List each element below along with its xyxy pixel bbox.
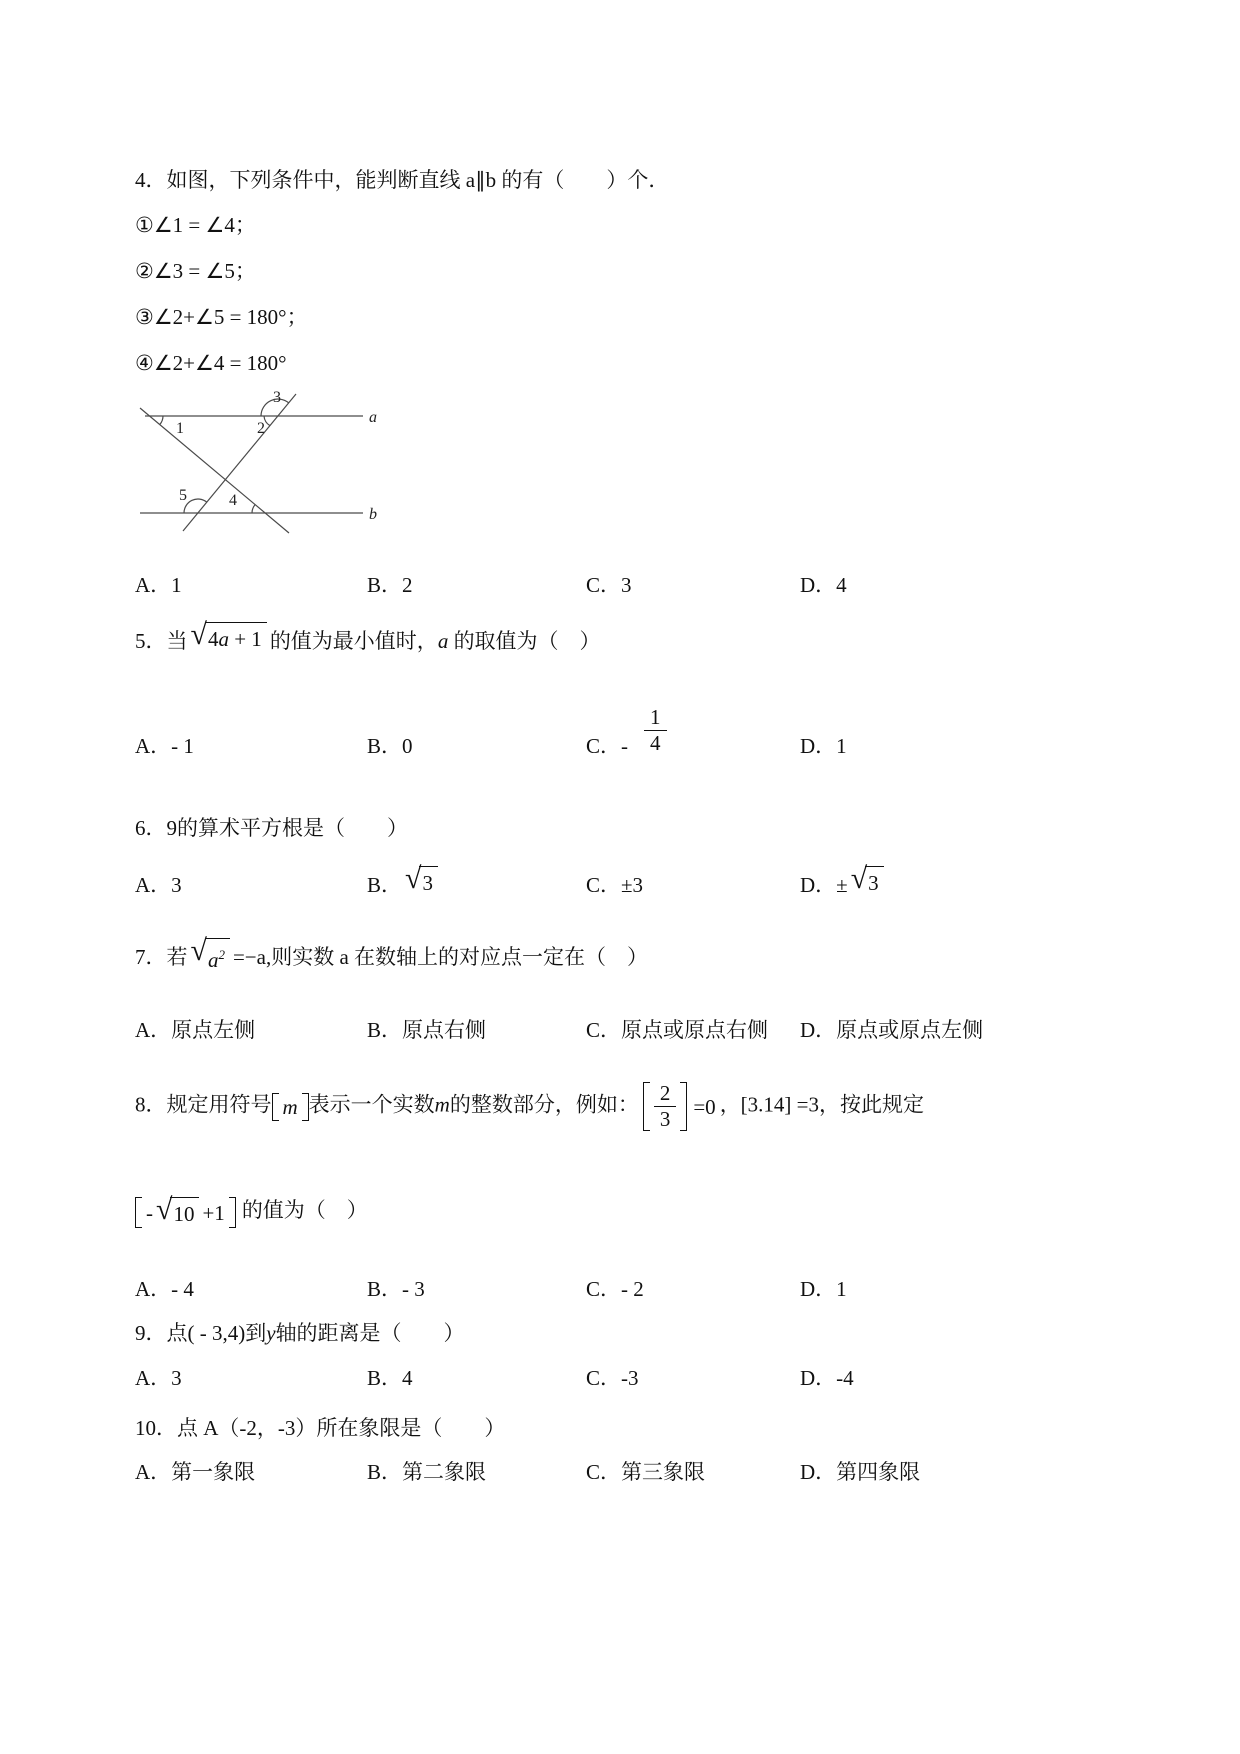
sqrt-radicand: 10 [170, 1197, 199, 1228]
q5-option-a: A．- 1 [135, 734, 194, 758]
q6-option-d [800, 862, 887, 899]
bracket-fraction [643, 1080, 688, 1133]
right-bracket [302, 1093, 309, 1121]
radical-sign: √ [850, 862, 868, 895]
angle-4-arc [252, 505, 255, 513]
q6-option-b-label: B． [367, 873, 403, 897]
q7-title-post: =−a,则实数 a 在数轴上的对应点一定在（ ） [232, 945, 649, 969]
q8-text-1: 8．规定用符号 [135, 1092, 272, 1117]
minus-sign: - [146, 1200, 153, 1225]
q9-option-a: A．3 [135, 1366, 182, 1390]
angle-5-label: 5 [179, 487, 187, 504]
q5-variable-a: a [437, 629, 449, 653]
angle-3-label: 3 [273, 389, 281, 406]
q5-option-b: B．0 [367, 734, 413, 758]
q9-option-c: C．-3 [586, 1366, 639, 1390]
radical-sign: √ [156, 1193, 173, 1226]
q8-option-c: C．- 2 [586, 1277, 644, 1301]
q5-title-end: 的取值为（ ） [448, 629, 601, 653]
q9-title [135, 1319, 465, 1347]
q10-option-b: B．第二象限 [367, 1460, 487, 1484]
q5-title-pre: 5．当 [135, 629, 188, 653]
transversal-1 [140, 408, 289, 533]
line-b-label: b [369, 506, 377, 523]
sqrt-coefficient: 4 [207, 627, 219, 651]
q7-title [135, 934, 649, 974]
q7-option-d: D．原点或原点左侧 [800, 1018, 984, 1042]
sqrt-radicand: 3 [865, 866, 884, 897]
radical-sign: √ [190, 934, 207, 967]
angle-4-label: 4 [229, 492, 237, 509]
example-numerator: 2 [654, 1082, 677, 1107]
bracket-neg-sqrt10-plus-1 [135, 1195, 236, 1230]
bracket-m [272, 1091, 309, 1123]
sqrt-10 [156, 1193, 199, 1228]
q4-condition-2: ②∠3 = ∠5； [135, 259, 256, 283]
sqrt-constant: + 1 [228, 627, 262, 651]
angle-1-arc [160, 416, 163, 424]
q6-option-b [367, 862, 441, 899]
q9-option-d: D．-4 [800, 1366, 854, 1390]
q4-option-d: D．4 [800, 573, 847, 597]
q6-title: 6．9的算术平方根是（ ） [135, 816, 408, 840]
q5-option-c-fraction [644, 706, 667, 755]
sqrt-3 [850, 862, 884, 897]
example-equals-zero: =0 [693, 1094, 716, 1119]
q4-condition-4: ④∠2+∠4 = 180° [135, 351, 287, 375]
radical-sign: √ [405, 862, 422, 895]
q8-option-b: B．- 3 [367, 1277, 425, 1301]
q8-title-line-2 [135, 1195, 368, 1230]
q8-line2-text: 的值为（ ） [241, 1198, 368, 1223]
q10-title: 10．点 A（-2，-3）所在象限是（ ） [135, 1416, 506, 1440]
q7-option-b: B．原点右侧 [367, 1018, 487, 1042]
q4-parallel-lines-figure [133, 388, 393, 548]
example-bracket-two-thirds [643, 1080, 716, 1133]
radical-sign: √ [190, 618, 207, 651]
q8-text-3: 的整数部分，例如： [449, 1092, 639, 1117]
transversal-2 [183, 394, 296, 531]
q7-option-c: C．原点或原点右侧 [586, 1018, 769, 1042]
q8-option-a: A．- 4 [135, 1277, 194, 1301]
q9-title-post: 轴的距离是（ ） [275, 1321, 465, 1345]
q8-text-4: ，[3.14] =3，按此规定 [719, 1092, 925, 1117]
q6-option-a: A．3 [135, 873, 182, 897]
plus-1: +1 [202, 1200, 225, 1225]
q4-condition-3: ③∠2+∠5 = 180°； [135, 305, 308, 329]
q5-title [135, 618, 601, 655]
left-bracket [643, 1082, 650, 1131]
sqrt-3 [405, 862, 438, 897]
q8-variable-m: m [434, 1092, 450, 1117]
q9-title-pre: 9．点( - 3,4)到 [135, 1321, 267, 1345]
angle-2-label: 2 [257, 420, 265, 437]
left-bracket [135, 1197, 142, 1228]
right-bracket [229, 1197, 236, 1228]
q8-text-2: 表示一个实数 [308, 1092, 435, 1117]
sqrt-base-a: a [207, 948, 219, 972]
q9-variable-y: y [266, 1321, 276, 1345]
angle-1-label: 1 [176, 420, 184, 437]
sqrt-a-squared [190, 934, 230, 974]
line-a-label: a [369, 409, 377, 426]
q5-option-c-label: C．- [586, 734, 628, 758]
plus-minus-sign: ± [836, 873, 848, 897]
sqrt-radicand: 3 [419, 866, 438, 897]
q8-option-d: D．1 [800, 1277, 847, 1301]
q5-title-mid: 的值为最小值时， [269, 629, 438, 653]
q4-option-c: C．3 [586, 573, 632, 597]
q10-option-a: A．第一象限 [135, 1460, 256, 1484]
q4-option-b: B．2 [367, 573, 413, 597]
bracket-variable-m: m [282, 1094, 298, 1119]
q7-option-a: A．原点左侧 [135, 1018, 256, 1042]
fraction-numerator: 1 [644, 706, 667, 731]
q4-title: 4．如图，下列条件中，能判断直线 a∥b 的有（ ）个． [135, 168, 670, 192]
exponent-2: 2 [218, 947, 225, 962]
q4-option-a: A．1 [135, 573, 182, 597]
q6-option-d-label: D． [800, 873, 837, 897]
q4-condition-1: ①∠1 = ∠4； [135, 213, 256, 237]
q10-option-d: D．第四象限 [800, 1460, 921, 1484]
q9-option-b: B．4 [367, 1366, 413, 1390]
left-bracket [272, 1093, 279, 1121]
sqrt-4a-plus-1 [190, 618, 267, 653]
example-denominator: 3 [659, 1107, 671, 1131]
q7-title-pre: 7．若 [135, 945, 188, 969]
q5-option-d: D．1 [800, 734, 847, 758]
q6-option-c: C．±3 [586, 873, 644, 897]
sqrt-variable-a: a [218, 627, 229, 651]
q10-option-c: C．第三象限 [586, 1460, 706, 1484]
fraction-denominator: 4 [650, 731, 661, 755]
q8-title-line-1 [135, 1080, 924, 1133]
right-bracket [680, 1082, 687, 1131]
